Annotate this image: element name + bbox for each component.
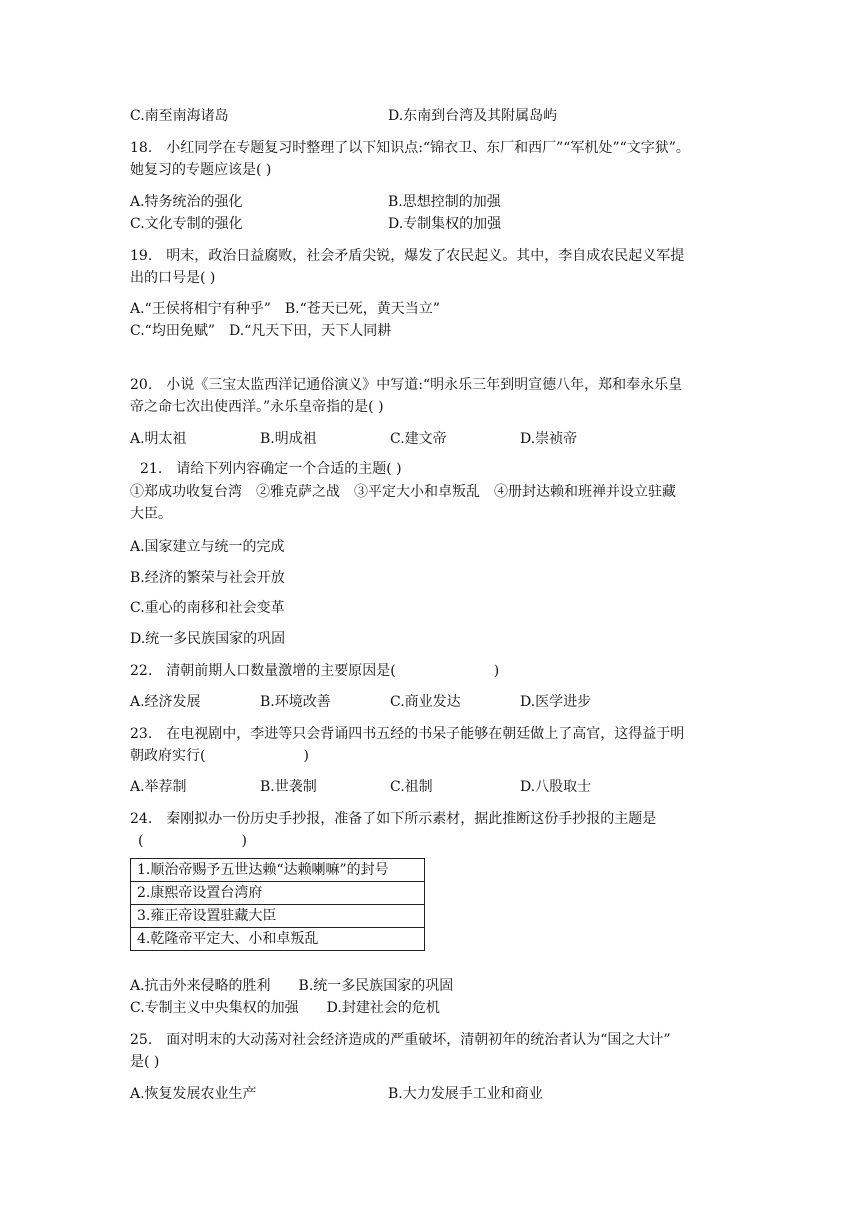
q20-stem: 20. 小说《三宝太监西洋记通俗演义》中写道:“明永乐三年到明宣德八年，郑和奉永乐皇	[130, 377, 683, 393]
q18-option-c: C.文化专制的强化	[130, 216, 243, 232]
q24-stem-cont: ( )	[138, 833, 247, 849]
q24-stem: 24. 秦刚拟办一份历史手抄报，准备了如下所示素材，据此推断这份手抄报的主题是	[130, 811, 657, 827]
table-row	[131, 882, 425, 905]
q18-option-d: D.专制集权的加强	[388, 216, 502, 232]
q21-option-d: D.统一多民族国家的巩固	[130, 631, 286, 647]
q23-stem-cont: 朝政府实行( )	[130, 748, 309, 764]
q19-stem-cont: 出的口号是( )	[130, 270, 216, 286]
q21-option-b: B.经济的繁荣与社会开放	[130, 570, 285, 586]
q22-option-a: A.经济发展	[130, 694, 201, 710]
q24-options-ab: A.抗击外来侵略的胜利 B.统一多民族国家的巩固	[130, 978, 454, 994]
material-cell: 3.雍正帝设置驻藏大臣	[131, 905, 425, 928]
q23-option-b: B.世袭制	[260, 779, 317, 795]
q23-option-a: A.举荐制	[130, 779, 187, 795]
q25-stem: 25. 面对明末的大动荡对社会经济造成的严重破坏，清朝初年的统治者认为“国之大计”	[130, 1032, 671, 1048]
q22-option-b: B.环境改善	[260, 694, 331, 710]
q23-stem: 23. 在电视剧中，李进等只会背诵四书五经的书呆子能够在朝廷做上了高官，这得益于明	[130, 726, 685, 742]
q19-stem: 19. 明末，政治日益腐败，社会矛盾尖锐，爆发了农民起义。其中，李自成农民起义军提	[130, 248, 685, 264]
q24-materials-table	[130, 858, 425, 951]
q20-option-c: C.建文帝	[390, 431, 447, 447]
q24-options-cd: C.专制主义中央集权的加强 D.封建社会的危机	[130, 1000, 440, 1016]
q18-stem: 18. 小红同学在专题复习时整理了以下知识点:“锦衣卫、东厂和西厂”“军机处”“文字狱”。	[130, 140, 690, 156]
table-row	[131, 928, 425, 951]
q17-option-d: D.东南到台湾及其附属岛屿	[388, 108, 558, 124]
q25-option-a: A.恢复发展农业生产	[130, 1086, 257, 1102]
q20-stem-cont: 帝之命七次出使西洋。”永乐皇帝指的是( )	[130, 399, 384, 415]
q18-option-a: A.特务统治的强化	[130, 194, 243, 210]
q19-options-cd: C.“均田免赋” D.“凡天下田，天下人同耕	[130, 323, 392, 339]
q25-stem-cont: 是( )	[130, 1054, 160, 1070]
q21-option-a: A.国家建立与统一的完成	[130, 539, 285, 555]
q23-option-d: D.八股取士	[520, 779, 592, 795]
q21-stem: 21. 请给下列内容确定一个合适的主题( )	[140, 461, 402, 477]
q18-stem-cont: 她复习的专题应该是( )	[130, 162, 272, 178]
q23-option-c: C.祖制	[390, 779, 433, 795]
q22-stem: 22. 清朝前期人口数量激增的主要原因是( )	[130, 663, 500, 679]
q18-option-b: B.思想控制的加强	[388, 194, 501, 210]
table-row	[131, 905, 425, 928]
q22-option-d: D.医学进步	[520, 694, 592, 710]
q21-option-c: C.重心的南移和社会变革	[130, 600, 285, 616]
q25-option-b: B.大力发展手工业和商业	[388, 1086, 543, 1102]
q19-options-ab: A.“王侯将相宁有种乎” B.“苍天已死，黄天当立”	[130, 301, 440, 317]
q21-items: ①郑成功收复台湾 ②雅克萨之战 ③平定大小和卓叛乱 ④册封达赖和班禅并设立驻藏	[130, 484, 676, 500]
material-cell: 4.乾隆帝平定大、小和卓叛乱	[131, 928, 425, 951]
table-row	[131, 859, 425, 882]
material-cell: 1.顺治帝赐予五世达赖“达赖喇嘛”的封号	[131, 859, 425, 882]
q20-option-a: A.明太祖	[130, 431, 187, 447]
q21-items-cont: 大臣。	[130, 506, 172, 522]
q20-option-d: D.崇祯帝	[520, 431, 578, 447]
q17-option-c: C.南至南海诸岛	[130, 108, 229, 124]
material-cell: 2.康熙帝设置台湾府	[131, 882, 425, 905]
q20-option-b: B.明成祖	[260, 431, 317, 447]
q22-option-c: C.商业发达	[390, 694, 461, 710]
